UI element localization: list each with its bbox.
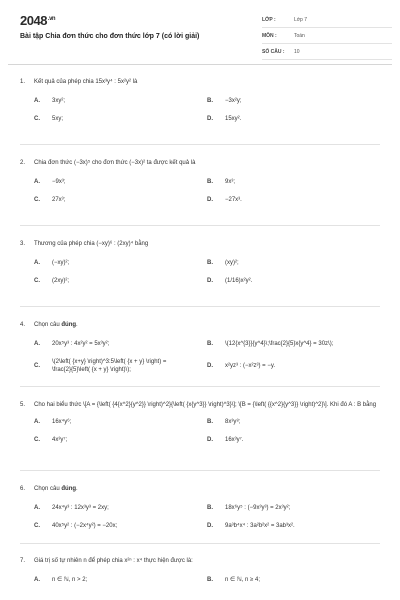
- question-separator: [20, 225, 380, 226]
- option-text: 18x⁶y⁵ : (−9x³y³) = 2x³y²;: [225, 504, 291, 511]
- option-b[interactable]: [207, 178, 380, 187]
- option-c[interactable]: [34, 436, 207, 445]
- question-4: [20, 321, 380, 401]
- question-7: [20, 557, 380, 600]
- option-letter: B.: [207, 179, 213, 186]
- option-letter: A.: [34, 98, 40, 105]
- question-number: 4.: [20, 322, 26, 328]
- option-letter: C.: [34, 523, 40, 530]
- emphasis-text: đúng: [61, 486, 77, 492]
- header: [12, 0, 388, 64]
- option-a[interactable]: [34, 178, 207, 187]
- meta-label: SỐ CÂU :: [262, 48, 285, 55]
- option-letter: D.: [207, 116, 213, 123]
- option-text: 20x⁵y³ : 4x²y² = 5x³y²;: [52, 340, 110, 347]
- question-text: Chọn câu đúng.: [34, 322, 78, 328]
- option-b[interactable]: [207, 576, 380, 585]
- option-text: −27x³.: [225, 196, 242, 203]
- option-letter: A.: [34, 505, 40, 512]
- option-text: (1/16)x²y².: [225, 277, 253, 284]
- option-a[interactable]: [34, 418, 207, 427]
- option-letter: C.: [34, 363, 40, 370]
- option-letter: B.: [207, 577, 213, 584]
- meta-row-question-count: [262, 44, 392, 60]
- option-d[interactable]: [207, 115, 380, 124]
- question-separator: [20, 543, 380, 544]
- page-title: Bài tập Chia đơn thức cho đơn thức lớp 7 (có lời giải): [20, 33, 200, 40]
- site-logo[interactable]: $2048^{.vn}$: [20, 13, 56, 28]
- option-letter: A.: [34, 341, 40, 348]
- meta-label: LỚP :: [262, 16, 276, 23]
- option-a[interactable]: [34, 504, 207, 513]
- emphasis-text: đúng: [61, 322, 77, 328]
- option-d[interactable]: [207, 358, 380, 375]
- meta-value: 10: [294, 48, 300, 55]
- question-number: 5.: [20, 402, 26, 408]
- option-letter: B.: [207, 419, 213, 426]
- option-text: 24x⁴y³ : 12x³y³ = 2xy;: [52, 504, 109, 511]
- option-letter: C.: [34, 278, 40, 285]
- option-text: 5xy;: [52, 115, 64, 122]
- option-letter: C.: [34, 116, 40, 123]
- option-text: 9x³;: [225, 178, 236, 185]
- question-text: Cho hai biểu thức \[A = {\left( {4{x^2}{y^2}} \right)^2}{\left( {x{y^3}} \right)^3}\]; \[B = {\left( {{x^2}{y^3}} \right)^2}\]. Khi đó A : B bằng: [34, 402, 377, 408]
- question-list: [20, 78, 380, 600]
- question-6: [20, 485, 380, 557]
- option-letter: B.: [207, 505, 213, 512]
- question-5: [20, 401, 380, 485]
- option-c[interactable]: [34, 115, 207, 124]
- question-separator: [20, 386, 380, 387]
- option-b[interactable]: [207, 97, 380, 106]
- question-text: Giá trị số tự nhiên n để phép chia x²ⁿ : x⁴ thực hiện được là:: [34, 558, 193, 564]
- option-text: 4x³y⁷;: [52, 436, 68, 443]
- meta-value: Lớp 7: [294, 16, 308, 23]
- option-b[interactable]: [207, 504, 380, 513]
- option-c[interactable]: [34, 196, 207, 205]
- question-separator: [20, 306, 380, 307]
- meta-info: [262, 12, 392, 60]
- option-d[interactable]: [207, 436, 380, 445]
- option-b[interactable]: [207, 340, 380, 349]
- option-b[interactable]: [207, 418, 380, 427]
- option-c[interactable]: [34, 277, 207, 286]
- option-text: −9x³;: [52, 178, 66, 185]
- option-text: −3x²y;: [225, 97, 242, 104]
- option-letter: A.: [34, 260, 40, 267]
- meta-label: MÔN :: [262, 32, 277, 39]
- meta-value: Toán: [294, 32, 305, 39]
- option-text: (2xy)²;: [52, 277, 69, 284]
- option-letter: D.: [207, 197, 213, 204]
- option-d[interactable]: [207, 522, 380, 531]
- header-divider: [8, 64, 392, 65]
- option-letter: B.: [207, 341, 213, 348]
- option-d[interactable]: [207, 196, 380, 205]
- question-text: Kết quả của phép chia 15x³y⁴ : 5x²y² là: [34, 79, 138, 85]
- option-b[interactable]: [207, 259, 380, 268]
- question-text: Chia đơn thức (−3x)⁵ cho đơn thức (−3x)² ta được kết quả là: [34, 160, 196, 166]
- option-text: 27x³;: [52, 196, 66, 203]
- question-text: Thương của phép chia (−xy)⁶ : (2xy)⁴ bằng: [34, 241, 149, 247]
- option-letter: D.: [207, 523, 213, 530]
- option-text: (xy)²;: [225, 259, 239, 266]
- option-a[interactable]: [34, 576, 207, 585]
- option-text: n ∈ ℕ, n > 2;: [52, 576, 88, 583]
- option-letter: C.: [34, 437, 40, 444]
- option-text: (−xy)²;: [52, 259, 70, 266]
- question-number: 1.: [20, 79, 26, 85]
- option-text: x²yz³ : (−x²z³) = −y.: [225, 362, 276, 369]
- option-a[interactable]: [34, 97, 207, 106]
- option-text: 15xy².: [225, 115, 242, 122]
- question-3: [20, 240, 380, 321]
- option-a[interactable]: [34, 340, 207, 349]
- option-text: \(12{x^{3}}{y^4}\;\frac{2}{5}x{y^4} = 30z\);: [225, 340, 334, 347]
- option-letter: A.: [34, 419, 40, 426]
- option-text: 16x³y⁷.: [225, 436, 244, 443]
- option-a[interactable]: [34, 259, 207, 268]
- option-letter: B.: [207, 260, 213, 267]
- option-letter: D.: [207, 437, 213, 444]
- question-number: 3.: [20, 241, 26, 247]
- question-2: [20, 159, 380, 240]
- question-separator: [20, 470, 380, 471]
- option-c[interactable]: [34, 358, 207, 375]
- option-text: 8x³y⁸;: [225, 418, 241, 425]
- option-letter: A.: [34, 577, 40, 584]
- meta-row-grade: [262, 12, 392, 28]
- question-text: Chọn câu đúng.: [34, 486, 78, 492]
- option-text: \(2\left( {x+y} \right)^3:5\left( {x + y} \right) = \frac{2}{5}\left( {x + y} \right)\);: [52, 358, 167, 374]
- option-d[interactable]: [207, 277, 380, 286]
- option-text: 3xy²;: [52, 97, 66, 104]
- option-letter: D.: [207, 278, 213, 285]
- option-text: 16x⁴y⁶;: [52, 418, 72, 425]
- question-number: 2.: [20, 160, 26, 166]
- option-text: n ∈ ℕ, n ≥ 4;: [225, 576, 261, 583]
- meta-row-subject: [262, 28, 392, 44]
- question-number: 6.: [20, 486, 26, 492]
- option-text: 9a³b⁴x⁴ : 3a²b²x² = 3ab³x².: [225, 522, 295, 529]
- question-1: [20, 78, 380, 159]
- option-letter: C.: [34, 197, 40, 204]
- option-letter: D.: [207, 363, 213, 370]
- question-separator: [20, 144, 380, 145]
- option-letter: A.: [34, 179, 40, 186]
- option-text: 40x⁵y² : (−2x⁴y²) = −20x;: [52, 522, 118, 529]
- question-number: 7.: [20, 558, 26, 564]
- option-letter: B.: [207, 98, 213, 105]
- option-c[interactable]: [34, 522, 207, 531]
